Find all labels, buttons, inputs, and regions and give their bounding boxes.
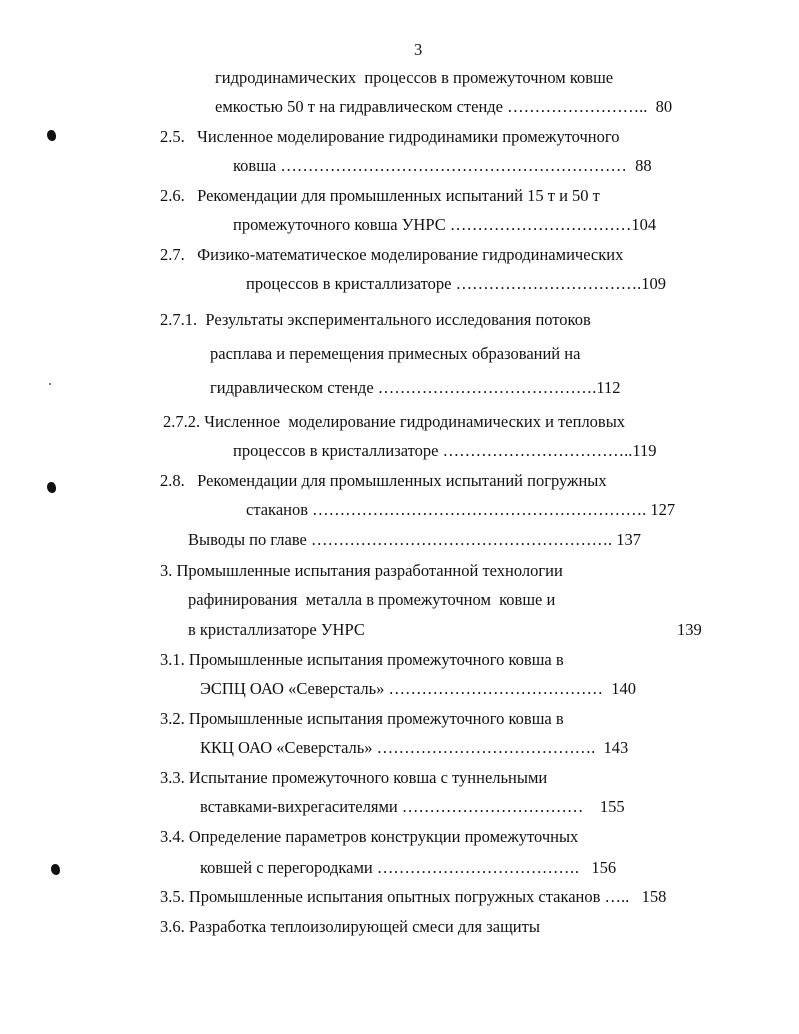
toc-line: 2.7. Физико-математическое моделирование гидродинамических bbox=[160, 245, 624, 264]
toc-line: вставками-вихрегасителями …………………………… 155 bbox=[200, 797, 625, 816]
toc-line: 2.7.2. Численное моделирование гидродинамических и тепловых bbox=[163, 412, 626, 431]
toc-line: ковшей с перегородками ………………………………. 156 bbox=[200, 858, 617, 877]
toc-line: процессов в кристаллизаторе ……………………………..119 bbox=[233, 441, 657, 460]
toc-line: стаканов ……………………………………………………. 127 bbox=[246, 500, 676, 519]
scan-mark bbox=[51, 864, 60, 875]
toc-line: Выводы по главе ………………………………………………. 137 bbox=[188, 530, 641, 549]
toc-line: 2.7.1. Результаты экспериментального исследования потоков bbox=[160, 310, 591, 329]
toc-line: гидродинамических процессов в промежуточном ковше bbox=[215, 68, 614, 87]
toc-line: 3.3. Испытание промежуточного ковша с туннельными bbox=[160, 768, 548, 787]
toc-line: 3. Промышленные испытания разработанной технологии bbox=[160, 561, 563, 580]
toc-line: 3.4. Определение параметров конструкции промежуточных bbox=[160, 827, 579, 846]
toc-line: ЭСПЦ ОАО «Северсталь» ………………………………… 140 bbox=[200, 679, 636, 698]
toc-line: 2.5. Численное моделирование гидродинамики промежуточного bbox=[160, 127, 620, 146]
toc-line: 3.2. Промышленные испытания промежуточного ковша в bbox=[160, 709, 564, 728]
toc-line: 3.5. Промышленные испытания опытных погружных стаканов ….. 158 bbox=[160, 887, 667, 906]
toc-line: 3.6. Разработка теплоизолирующей смеси для защиты bbox=[160, 917, 540, 936]
page-number: 3 bbox=[414, 40, 423, 59]
toc-line: рафинирования металла в промежуточном ковше и bbox=[188, 590, 556, 609]
toc-line: гидравлическом стенде ………………………………….112 bbox=[210, 378, 621, 397]
toc-line: емкостью 50 т на гидравлическом стенде …………………….. 80 bbox=[215, 97, 673, 116]
toc-line: в кристаллизаторе УНРС bbox=[188, 620, 365, 639]
toc-line: 2.6. Рекомендации для промышленных испытаний 15 т и 50 т bbox=[160, 186, 600, 205]
scan-speck bbox=[49, 383, 51, 385]
toc-line: ковша ……………………………………………………… 88 bbox=[233, 156, 652, 175]
toc-line: 2.8. Рекомендации для промышленных испытаний погружных bbox=[160, 471, 607, 490]
toc-line: процессов в кристаллизаторе …………………………….109 bbox=[246, 274, 666, 293]
scan-mark bbox=[47, 482, 56, 493]
toc-line: промежуточного ковша УНРС ……………………………104 bbox=[233, 215, 657, 234]
toc-page-ref: 139 bbox=[677, 620, 702, 639]
toc-line: ККЦ ОАО «Северсталь» …………………………………. 143 bbox=[200, 738, 629, 757]
toc-line: расплава и перемещения примесных образований на bbox=[210, 344, 581, 363]
toc-line: 3.1. Промышленные испытания промежуточного ковша в bbox=[160, 650, 564, 669]
scan-mark bbox=[47, 130, 56, 141]
